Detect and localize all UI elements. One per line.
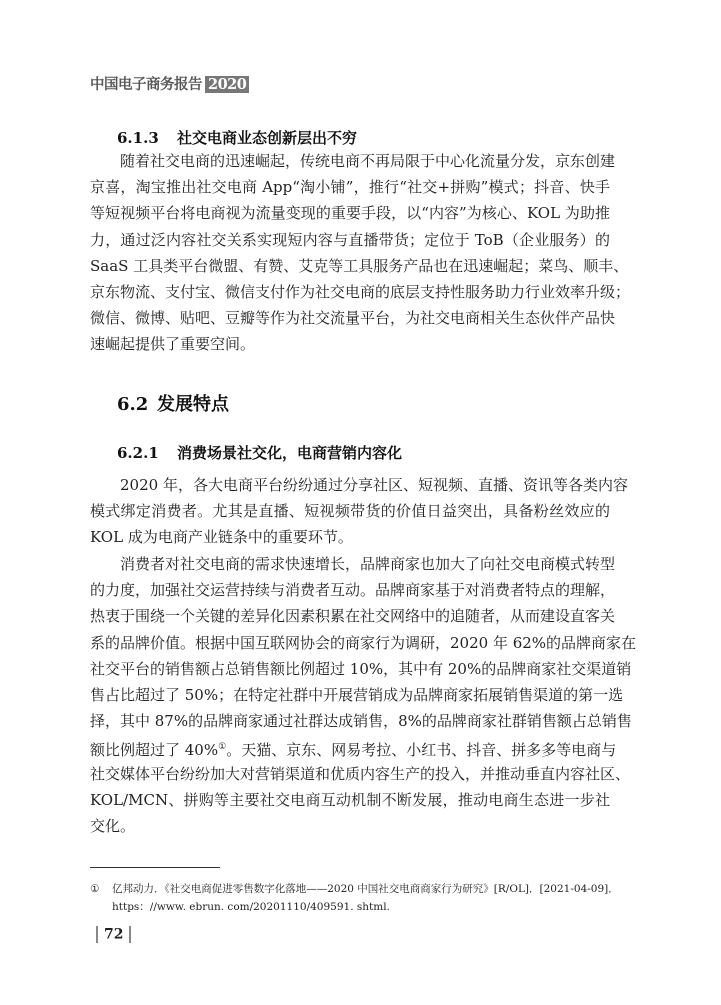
text-line: 消费者对社交电商的需求快速增长，品牌商家也加大了向社交电商模式转型 [90,555,616,573]
text-line: 系的品牌价值。根据中国互联网协会的商家行为调研，2020 年 62%的品牌商家在 [90,633,637,652]
text-line: 力，通过泛内容社交关系实现短内容与直播带货；定位于 ToB（企业服务）的 [90,230,610,249]
section-title: 消费场景社交化，电商营销内容化 [177,444,403,462]
section-heading-6-1-3 [117,127,357,148]
footnote-mark: ① [90,883,100,895]
text-line: 随着社交电商的迅速崛起，传统电商不再局限于中心化流量分发，京东创建 [90,152,616,170]
text-line: KOL 成为电商产业链条中的重要环节。 [90,528,353,547]
section-number: 6.1.3 [117,129,159,147]
text-line: 社交平台的销售额占总销售额比例超过 10%，其中有 20%的品牌商家社交渠道销 [90,659,632,678]
text-run: 。天猫、京东、网易考拉、小红书、抖音、拼多多等电商与 [226,741,617,760]
header-year: 2020 [205,76,249,93]
footnote-divider [90,867,220,868]
footnote-url[interactable]: https：//www. ebrun. com/20201110/409591. shtml. [112,901,390,913]
footnote-text: 亿邦动力．《社交电商促进零售数字化落地——2020 中国社交电商商家行为研究》[R/OL]．[2021-04-09]． [112,883,619,895]
text-line [90,734,617,760]
text-line: 售占比超过了 50%；在特定社群中开展营销成为品牌商家拓展销售渠道的第一选 [90,685,624,704]
section-number: 6.2 [117,394,149,415]
section-title: 发展特点 [157,394,229,415]
text-line: 社交媒体平台纷纷加大对营销渠道和优质内容生产的投入，并推动垂直内容社区、 [90,764,631,783]
text-line: 等短视频平台将电商视为流量变现的重要手段，以“内容”为核心、KOL 为助推 [90,204,610,223]
paragraph-6-2-1-b [90,551,637,839]
text-line: 交化。 [90,816,136,835]
text-run: 额比例超过了 40% [90,741,219,760]
text-line: 热衷于围绕一个关键的差异化因素积累在社交网络中的追随者，从而建设直客关 [90,607,616,626]
section-heading-6-2-1 [117,442,402,463]
section-number: 6.2.1 [117,444,159,462]
section-heading-6-2 [117,390,229,416]
divider [129,926,131,943]
footnote [90,880,620,916]
running-header [90,73,249,94]
section-title: 社交电商业态创新层出不穷 [177,129,358,147]
page-number [90,926,137,943]
page-number-text: 72 [104,926,124,943]
text-line: 微信、微博、贴吧、豆瓣等作为社交流量平台，为社交电商相关生态伙伴产品快 [90,309,616,328]
footnote-ref[interactable]: ① [218,742,227,753]
text-line: 京喜，淘宝推出社交电商 App“淘小铺”，推行“社交+拼购”模式；抖音、快手 [90,178,610,197]
text-line: 的力度，加强社交运营持续与消费者互动。品牌商家基于对消费者特点的理解， [90,581,616,600]
text-line: SaaS 工具类平台微盟、有赞、艾克等工具服务产品也在迅速崛起；菜鸟、顺丰、 [90,256,629,275]
text-line: 京东物流、支付宝、微信支付作为社交电商的底层支持性服务助力行业效率升级； [90,282,631,301]
text-line: 模式绑定消费者。尤其是直播、短视频带货的价值日益突出，具备粉丝效应的 [90,502,610,521]
text-line: KOL/MCN、拼购等主要社交电商互动机制不断发展，推动电商生态进一步社 [90,790,610,809]
text-line: 择，其中 87%的品牌商家通过社群达成销售，8%的品牌商家社群销售额占总销售 [90,712,632,731]
paragraph-6-1-3 [90,148,631,358]
text-line: 速崛起提供了重要空间。 [90,335,256,354]
header-title: 中国电子商务报告 [90,77,202,93]
divider [96,926,98,943]
paragraph-6-2-1-a [90,472,628,551]
text-line: 2020 年，各大电商平台纷纷通过分享社区、短视频、直播、资讯等各类内容 [90,476,628,494]
